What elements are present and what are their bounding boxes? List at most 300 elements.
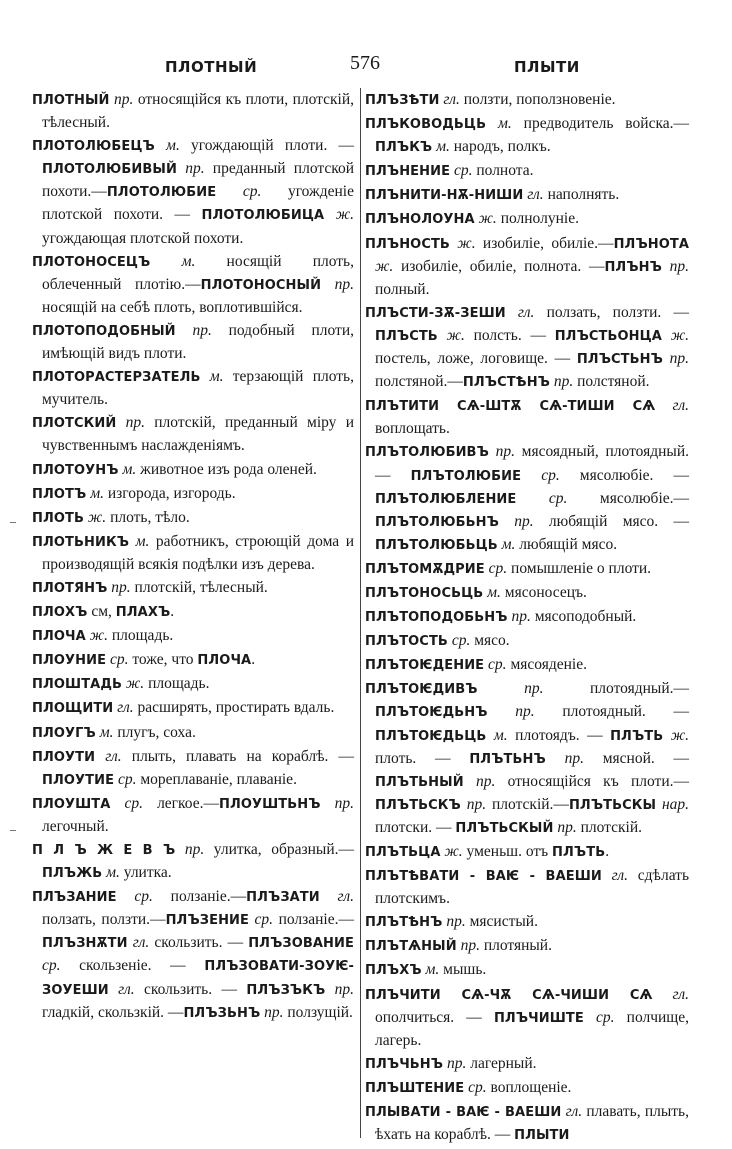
grammar-abbreviation: гл.: [105, 747, 122, 765]
definition-text: [516, 490, 548, 507]
definition-text: плотски. —: [375, 818, 456, 836]
right-column: [365, 89, 689, 1148]
dictionary-entry: [365, 302, 689, 394]
headword: ПЛОУТИ: [32, 749, 96, 765]
grammar-abbreviation: пр.: [185, 160, 205, 178]
definition-text: терзающій плоть, мучитель.: [42, 368, 354, 409]
definition-text: плотскій, тѣлесный.: [130, 578, 268, 596]
grammar-abbreviation: пр.: [111, 578, 131, 596]
definition-text: мясояденіе.: [506, 656, 587, 674]
grammar-abbreviation: м.: [493, 726, 508, 744]
definition-text: мореплаваніе, плаваніе.: [136, 770, 297, 788]
grammar-abbreviation: м.: [106, 864, 120, 882]
grammar-abbreviation: ср.: [548, 489, 568, 507]
definition-text: мышь.: [439, 961, 487, 979]
definition-text: [506, 304, 518, 321]
definition-text: .: [605, 843, 610, 860]
grammar-abbreviation: ж.: [125, 675, 145, 693]
dictionary-entry: [32, 886, 354, 1025]
grammar-abbreviation: гл.: [443, 91, 460, 108]
headword: ПЛОУТИЕ: [42, 772, 115, 788]
running-head-left: ПЛОТНЫЙ: [165, 58, 258, 76]
headword: ПЛАХЪ: [115, 605, 171, 621]
dictionary-entry: [32, 722, 354, 745]
definition-text: см,: [87, 603, 116, 621]
grammar-abbreviation: нар.: [661, 795, 690, 813]
dictionary-entry: [365, 630, 689, 653]
headword: ПЛОТОУНЪ: [32, 462, 119, 478]
definition-text: мясоподобный.: [530, 608, 637, 626]
dictionary-entry: [365, 678, 689, 840]
grammar-abbreviation: пр.: [557, 818, 577, 836]
definition-text: лагерный.: [466, 1054, 537, 1072]
dictionary-entry: [365, 558, 689, 581]
definition-text: [521, 467, 541, 484]
definition-text: площадь.: [144, 675, 210, 693]
dictionary-entry: [32, 251, 354, 319]
headword: ПЛЪЧИШТЕ: [493, 1010, 584, 1026]
grammar-abbreviation: пр.: [515, 703, 535, 721]
definition-text: полнота.: [472, 162, 534, 180]
definition-text: мясной. —: [583, 749, 689, 767]
headword: ПЛОТЯНЪ: [32, 580, 108, 596]
headword: ПЛОТНЫЙ: [32, 93, 110, 108]
definition-text: улитка, образный.—: [204, 841, 354, 858]
definition-text: [663, 350, 670, 367]
definition-text: плотоядный. —: [534, 703, 689, 721]
definition-text: наполнять.: [543, 186, 620, 204]
definition-text: гладкій, скользкій. —: [42, 1003, 184, 1021]
grammar-abbreviation: ср.: [595, 1008, 615, 1026]
definition-text: [546, 750, 565, 767]
grammar-abbreviation: гл.: [118, 980, 135, 998]
headword: ПЛЪТѢВАТИ - ВАѤ - ВАЕШИ: [365, 869, 602, 885]
grammar-abbreviation: пр.: [192, 321, 212, 339]
definition-text: полчище, лагерь.: [375, 1008, 690, 1049]
grammar-abbreviation: м.: [436, 138, 450, 156]
grammar-abbreviation: гл.: [565, 1103, 583, 1121]
definition-text: плоть. —: [375, 749, 470, 767]
grammar-abbreviation: гл.: [517, 303, 535, 321]
definition-text: улитка.: [119, 864, 172, 882]
grammar-abbreviation: ср.: [488, 559, 508, 577]
dictionary-entry: [365, 395, 689, 440]
headword: ПЛЪШТЕНИЕ: [365, 1080, 465, 1096]
headword: ПЛЪТОЛЮБЬНЪ: [375, 514, 499, 530]
headword: ПЛЪТОМѪДРИЕ: [365, 561, 485, 577]
dictionary-entry: [365, 113, 689, 159]
headword: ПЛЪНОТА: [613, 236, 690, 252]
dictionary-entry: [365, 841, 689, 864]
definition-text: мясоносецъ.: [500, 583, 587, 601]
grammar-abbreviation: пр.: [114, 91, 134, 108]
headword: ПЛОТЬНИКЪ: [32, 534, 130, 550]
dictionary-entry: [365, 184, 689, 207]
definition-text: ползущій.: [283, 1003, 353, 1021]
dictionary-entry: [365, 984, 689, 1052]
dictionary-entry: [32, 839, 354, 885]
definition-text: мясо.: [470, 632, 510, 650]
grammar-abbreviation: гл.: [117, 699, 134, 717]
definition-text: [584, 1009, 596, 1026]
grammar-abbreviation: ж.: [87, 508, 107, 526]
headword: ПЛЪТЬЦА: [365, 845, 441, 860]
dictionary-entry: [365, 606, 689, 629]
headword: ПЛОТЪ: [32, 486, 87, 502]
dictionary-entry: [32, 483, 354, 506]
definition-text: мясолюбіе.—: [567, 489, 690, 507]
definition-text: плугъ, соха.: [113, 723, 196, 741]
dictionary-entry: [32, 459, 354, 482]
definition-text: [95, 748, 105, 765]
definition-text: уменьш. отъ: [462, 843, 553, 860]
headword: ПЛЪТОЛЮБИВЪ: [365, 445, 489, 461]
margin-mark: [10, 830, 16, 831]
dictionary-entry: [365, 935, 689, 958]
definition-text: ползаніе.—: [273, 911, 354, 929]
headword: ПЛОТОНОСЕЦЪ: [32, 254, 151, 270]
definition-text: [150, 253, 181, 270]
definition-text: [655, 397, 672, 414]
grammar-abbreviation: пр.: [669, 257, 689, 275]
grammar-abbreviation: ж.: [670, 326, 689, 344]
grammar-abbreviation: ср.: [488, 656, 507, 674]
definition-text: [320, 888, 338, 905]
dictionary-entry: [365, 89, 689, 112]
definition-text: плоть, тѣло.: [106, 508, 190, 526]
headword: ПЛЪТИТИ СѦ-ШТѪ СѦ-ТИШИ СѦ: [365, 399, 656, 415]
definition-text: полный.: [375, 280, 430, 298]
definition-text: относящійся къ плоти.—: [495, 772, 689, 790]
definition-text: народъ, полкъ.: [449, 138, 551, 156]
headword: ПЛЪНЪ: [604, 259, 662, 275]
grammar-abbreviation: пр.: [495, 443, 515, 461]
definition-text: ползти, поползновеніе.: [459, 91, 616, 108]
grammar-abbreviation: гл.: [337, 888, 355, 906]
headword: ПЛОУНИЕ: [32, 653, 107, 669]
headword: ПЛЪТЬНЪ: [469, 751, 546, 767]
definition-text: [438, 327, 447, 344]
headword: ПЛЪЗОВАНИЕ: [248, 936, 354, 952]
grammar-abbreviation: гл.: [132, 934, 150, 952]
definition-text: мясолюбіе. —: [559, 466, 689, 484]
headword: ПЛЪТОѤДЬНЪ: [375, 705, 488, 721]
definition-text: [176, 322, 193, 339]
headword: ПЛОХЪ: [32, 605, 88, 621]
definition-text: подобный плоти, имѣющій видъ плоти.: [42, 321, 354, 363]
left-column: [32, 89, 354, 1026]
grammar-abbreviation: гл.: [672, 397, 689, 415]
definition-text: тоже, что: [128, 651, 198, 669]
headword: ПЛЪСТЬНЪ: [576, 352, 663, 368]
grammar-abbreviation: ж.: [335, 206, 355, 224]
grammar-abbreviation: м.: [487, 583, 501, 601]
grammar-abbreviation: ср.: [254, 911, 274, 929]
definition-text: помышленіе о плоти.: [507, 559, 652, 577]
headword: ПЛЪЧЬНЪ: [365, 1056, 444, 1072]
definition-text: [177, 160, 185, 177]
definition-text: [499, 513, 514, 530]
definition-text: [464, 773, 476, 790]
headword: ПЛЪСТЬ: [375, 328, 438, 344]
headword: ПЛОТОПОДОБНЫЙ: [32, 323, 176, 339]
definition-text: угождающій плоти. —: [179, 137, 355, 155]
definition-text: [321, 795, 335, 812]
grammar-abbreviation: пр.: [460, 937, 480, 955]
definition-text: животное изъ рода оленей.: [136, 460, 317, 478]
grammar-abbreviation: ср.: [451, 632, 471, 650]
definition-text: [201, 368, 210, 385]
headword: ПЛЪТЬСКЫ: [568, 797, 657, 813]
grammar-abbreviation: гл.: [672, 985, 690, 1003]
definition-text: ползать, ползти.—: [42, 911, 166, 929]
headword: ПЛЪТОѤДИВЪ: [365, 682, 478, 698]
headword: ПЛЪНИТИ-НѪ-НИШИ: [365, 188, 524, 204]
headword: ПЛЪТОЛЮБЛЕНИЕ: [375, 491, 517, 507]
grammar-abbreviation: ср.: [109, 651, 129, 669]
grammar-abbreviation: гл.: [527, 186, 544, 204]
headword: ПЛЪТОЛЮБЬЦЬ: [375, 537, 498, 553]
grammar-abbreviation: ср.: [541, 466, 560, 484]
definition-text: скользить. —: [149, 934, 249, 952]
definition-text: плотяный.: [479, 937, 552, 955]
headword: ПЛОТОЛЮБИВЫЙ: [42, 162, 177, 178]
headword: ПЛЪЗЬНЪ: [183, 1005, 261, 1021]
definition-text: воплощать.: [375, 420, 450, 438]
dictionary-entry: [32, 412, 354, 457]
dictionary-entry: [32, 577, 354, 600]
grammar-abbreviation: ср.: [42, 957, 61, 975]
headword: ПЛЪТОѤДЬЦЬ: [375, 728, 487, 744]
grammar-abbreviation: ж.: [670, 726, 690, 744]
grammar-abbreviation: пр.: [553, 373, 574, 391]
dictionary-entry: [32, 507, 354, 530]
definition-text: сдѣлать плотскимъ.: [375, 867, 690, 908]
dictionary-entry: [365, 1101, 689, 1147]
headword: ПЛОЧА: [32, 629, 86, 645]
definition-text: [117, 888, 135, 905]
definition-text: любящій мясо. —: [533, 512, 689, 530]
headword: ПЛОУШТЬНЪ: [218, 796, 321, 812]
headword: ПЛОТОРАСТЕРЗАТЕЛЬ: [32, 370, 201, 386]
headword: ПЛОЧА: [197, 653, 252, 669]
definition-text: ползаніе.—: [152, 888, 247, 906]
grammar-abbreviation: пр.: [446, 1054, 467, 1072]
definition-text: полнолуніе.: [496, 210, 579, 228]
definition-text: угожденіе плотской похоти. —: [42, 183, 354, 224]
headword: ПЛЪЗАНИЕ: [32, 890, 117, 906]
grammar-abbreviation: ж.: [446, 326, 465, 344]
grammar-abbreviation: пр.: [334, 275, 354, 293]
dictionary-entry: [365, 911, 689, 934]
definition-text: угождающая плотской похоти.: [42, 229, 244, 247]
grammar-abbreviation: м.: [99, 723, 114, 741]
headword: ПЛЪЧИТИ СѦ-ЧѪ СѦ-ЧИШИ СѦ: [365, 987, 653, 1003]
definition-text: плотоядный.—: [543, 680, 689, 698]
dictionary-entry: [365, 233, 689, 301]
dictionary-entry: [365, 160, 689, 183]
definition-text: [324, 206, 336, 223]
definition-text: плотоядъ. —: [507, 726, 611, 744]
definition-text: [325, 981, 334, 998]
dictionary-entry: [365, 441, 689, 556]
dictionary-entry: [32, 625, 354, 648]
definition-text: плотскій, преданный міру и чувственнымъ наслажденіямъ.: [42, 414, 354, 455]
headword: ПЛЪТОПОДОБЬНЪ: [365, 610, 508, 626]
dictionary-entry: [365, 654, 689, 677]
grammar-abbreviation: ж.: [89, 627, 108, 645]
headword: ПЛОТЬ: [32, 510, 85, 526]
grammar-abbreviation: пр.: [446, 913, 466, 931]
headword: ПЛЫТИ: [514, 1128, 570, 1144]
dictionary-entry: [32, 89, 354, 134]
headword: ПЛЪЗѢТИ: [365, 93, 440, 108]
grammar-abbreviation: м.: [425, 961, 440, 979]
definition-text: плыть, плавать на кораблѣ. —: [121, 747, 354, 765]
headword: ПЛЪТЬНЫЙ: [375, 774, 464, 790]
definition-text: изобиліе, обиліе.—: [475, 234, 614, 252]
headword: ПЛЪТЬ: [552, 845, 606, 860]
grammar-abbreviation: гл.: [611, 867, 629, 885]
grammar-abbreviation: пр.: [669, 350, 689, 368]
definition-text: постель, ложе, логовище. —: [375, 350, 577, 368]
headword: ПЛЪТЬ: [610, 728, 664, 744]
grammar-abbreviation: ср.: [124, 794, 144, 812]
definition-text: полстяной.—: [375, 373, 463, 391]
grammar-abbreviation: ж.: [457, 234, 476, 252]
headword: ПЛЪТОСТЬ: [365, 634, 448, 650]
headword: ПЛЪЖЬ: [42, 866, 103, 882]
definition-text: [486, 727, 493, 744]
grammar-abbreviation: м.: [135, 532, 150, 550]
definition-text: [110, 795, 124, 812]
grammar-abbreviation: м.: [122, 460, 137, 478]
dictionary-entry: [32, 649, 354, 672]
grammar-abbreviation: ж.: [478, 210, 497, 228]
definition-text: [116, 414, 125, 431]
grammar-abbreviation: пр.: [184, 841, 205, 858]
headword: ПЛЪЗЪКЪ: [246, 982, 326, 998]
dictionary-entry: [365, 865, 689, 910]
running-head-right: ПЛЫТИ: [514, 58, 580, 76]
headword: ПЛОЩИТИ: [32, 701, 114, 717]
definition-text: [663, 727, 670, 744]
definition-text: [486, 115, 498, 132]
grammar-abbreviation: пр.: [564, 749, 584, 767]
dictionary-entry: [365, 582, 689, 605]
headword: ПЛЫВАТИ - ВАѤ - ВАЕШИ: [365, 1105, 562, 1121]
grammar-abbreviation: пр.: [466, 795, 487, 813]
headword: ПЛОТОЛЮБИЕ: [106, 185, 217, 201]
grammar-abbreviation: м.: [181, 252, 196, 270]
definition-text: [662, 327, 671, 344]
grammar-abbreviation: м.: [90, 484, 104, 502]
headword: ПЛОШТАДЬ: [32, 677, 123, 693]
grammar-abbreviation: ср.: [134, 888, 153, 906]
definition-text: ополчиться. —: [375, 1008, 494, 1026]
definition-text: мясоядный, плотоядный. —: [375, 443, 689, 484]
grammar-abbreviation: м.: [209, 368, 224, 386]
definition-text: расширять, простирать вдаль.: [133, 699, 335, 717]
margin-mark: [10, 522, 16, 523]
dictionary-entry: [32, 531, 354, 576]
headword: ПЛОТОЛЮБИЦА: [201, 208, 325, 224]
dictionary-entry: [32, 746, 354, 792]
dictionary-entry: [32, 135, 354, 249]
headword: ПЛЪТОНОСЬЦЬ: [365, 585, 484, 601]
grammar-abbreviation: пр.: [334, 794, 354, 812]
definition-text: носящій на себѣ плоть, воплотившійся.: [42, 298, 303, 316]
definition-text: преданный плотской похоти.—: [42, 160, 355, 201]
definition-text: площадь.: [107, 627, 174, 645]
definition-text: .: [251, 651, 256, 669]
headword: ПЛЪЗНѪТИ: [42, 936, 128, 952]
headword: ПЛЪХЪ: [365, 963, 422, 979]
definition-text: [478, 680, 525, 697]
headword: ПЛЪТЬСКЫЙ: [455, 820, 554, 836]
definition-text: скользеніе. —: [60, 957, 205, 975]
definition-text: предводитель войска.—: [511, 115, 689, 133]
definition-text: полстяной.: [573, 373, 650, 391]
grammar-abbreviation: пр.: [334, 980, 355, 998]
definition-text: относящійся къ плоти, плотскій, тѣлесный.: [42, 91, 355, 132]
definition-text: легочный.: [42, 817, 109, 835]
grammar-abbreviation: пр.: [125, 414, 145, 432]
headword: ПЛОТОНОСНЫЙ: [200, 277, 322, 293]
definition-text: работникъ, строющій дома и производящій всякія подѣлки изъ дерева.: [42, 532, 355, 573]
definition-text: [175, 841, 185, 858]
headword: ПЛЪКОВОДЬЦЬ: [365, 117, 487, 133]
headword: П Л Ъ Ж Е В Ъ: [32, 843, 176, 858]
definition-text: [216, 183, 243, 200]
headword: ПЛЪТОѤДЕНИЕ: [365, 658, 485, 674]
headword: ПЛЪНЕНИЕ: [365, 164, 451, 180]
definition-text: [662, 258, 670, 275]
grammar-abbreviation: пр.: [524, 680, 544, 698]
headword: ПЛОТОЛЮБЕЦЪ: [32, 139, 155, 155]
headword: ПЛЪТЬСКЪ: [375, 797, 461, 813]
dictionary-entry: [365, 959, 689, 982]
headword: ПЛЪСТѢНЪ: [462, 375, 550, 391]
headword: ПЛЪЗАТИ: [246, 890, 320, 906]
headword: ПЛЪТѦНЫЙ: [365, 939, 457, 955]
definition-text: воплощеніе.: [486, 1078, 572, 1096]
definition-text: [602, 867, 612, 884]
column-divider: [360, 88, 361, 1138]
grammar-abbreviation: пр.: [514, 512, 534, 530]
grammar-abbreviation: ср.: [468, 1078, 487, 1096]
headword: ПЛЪСТИ-ЗѪ-ЗЕШИ: [365, 305, 506, 321]
definition-text: изобиліе, обиліе, полнота. —: [393, 257, 605, 275]
definition-text: полсть. —: [464, 326, 555, 344]
headword: ПЛОТСКИЙ: [32, 416, 117, 432]
headword: ПЛЪСТЬОНЦА: [554, 328, 662, 344]
definition-text: [488, 703, 516, 720]
definition-text: [155, 137, 166, 154]
definition-text: [652, 986, 672, 1003]
headword: ПЛОУШТА: [32, 796, 111, 812]
grammar-abbreviation: ср.: [242, 183, 262, 201]
headword: ПЛЪНОЛОУНА: [365, 212, 475, 228]
headword: ПЛЪТОЛЮБИЕ: [410, 468, 522, 484]
definition-text: изгорода, изгородь.: [103, 484, 236, 502]
headword: ПЛЪКЪ: [375, 140, 433, 156]
definition-text: носящій плоть, облеченный плотію.—: [42, 252, 354, 293]
headword: ПЛЪЗЕНИЕ: [165, 913, 250, 929]
dictionary-entry: [32, 673, 354, 696]
definition-text: легкое.—: [143, 794, 219, 812]
definition-text: ползать, ползти. —: [534, 303, 689, 321]
